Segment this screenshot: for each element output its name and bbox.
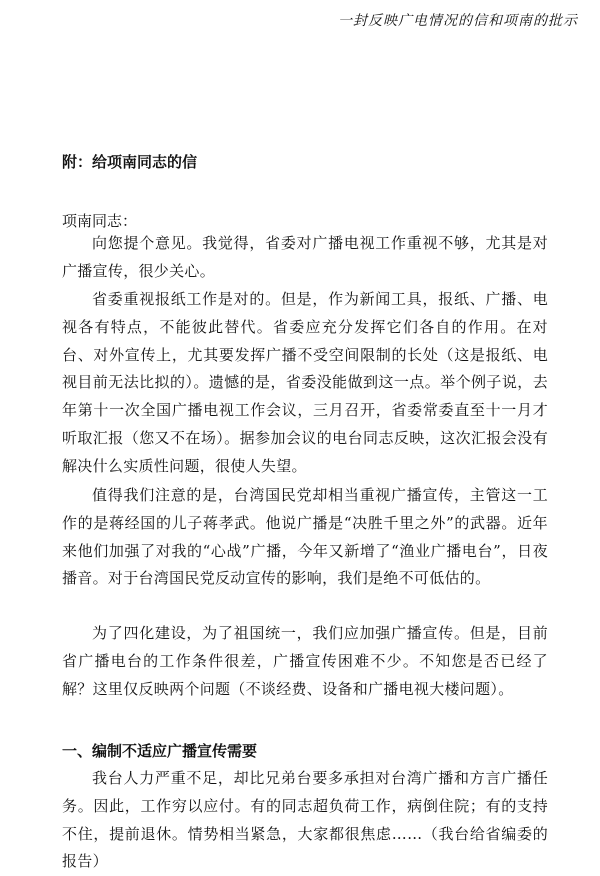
paragraph-4: 为了四化建设，为了祖国统一，我们应加强广播宣传。但是，目前省广播电台的工作条件很差，广播宣传困难不少。不知您是否已经了解？这里仅反映两个问题（不谈经费、设备和广播电视大楼问题）。 [62,624,548,698]
running-header: 一封反映广电情况的信和项南的批示 [338,13,578,29]
paragraph-3: 值得我们注意的是，台湾国民党却相当重视广播宣传，主管这一工作的是蒋经国的儿子蒋孝武。他说广播是“决胜千里之外”的武器。近年来他们加强了对我的“心战”广播，今年又新增了“渔业广播电台”，日夜播音。对于台湾国民党反动宣传的影响，我们是绝不可低估的。 [62,486,548,588]
appendix-title: 附：给项南同志的信 [62,153,198,171]
paragraph-1: 向您提个意见。我觉得，省委对广播电视工作重视不够，尤其是对广播宣传，很少关心。 [62,234,548,280]
section-paragraph: 我台人力严重不足，却比兄弟台要多承担对台湾广播和方言广播任务。因此，工作穷以应付。有的同志超负荷工作，病倒住院；有的支持不住，提前退休。情势相当紧急，大家都很焦虑……（我台给省编委的报告） [62,769,548,871]
paragraph-2: 省委重视报纸工作是对的。但是，作为新闻工具，报纸、广播、电视各有特点，不能彼此替代。省委应充分发挥它们各自的作用。在对台、对外宣传上，尤其要发挥广播不受空间限制的长处（这是报纸、电视目前无法比拟的）。遗憾的是，省委没能做到这一点。举个例子说，去年第十一次全国广播电视工作会议，三月召开，省委常委直至十一月才听取汇报（您又不在场）。据参加会议的电台同志反映，这次汇报会没有解决什么实质性问题，很使人失望。 [62,290,548,475]
salutation: 项南同志： [62,212,138,230]
section-heading: 一、编制不适应广播宣传需要 [62,742,258,760]
